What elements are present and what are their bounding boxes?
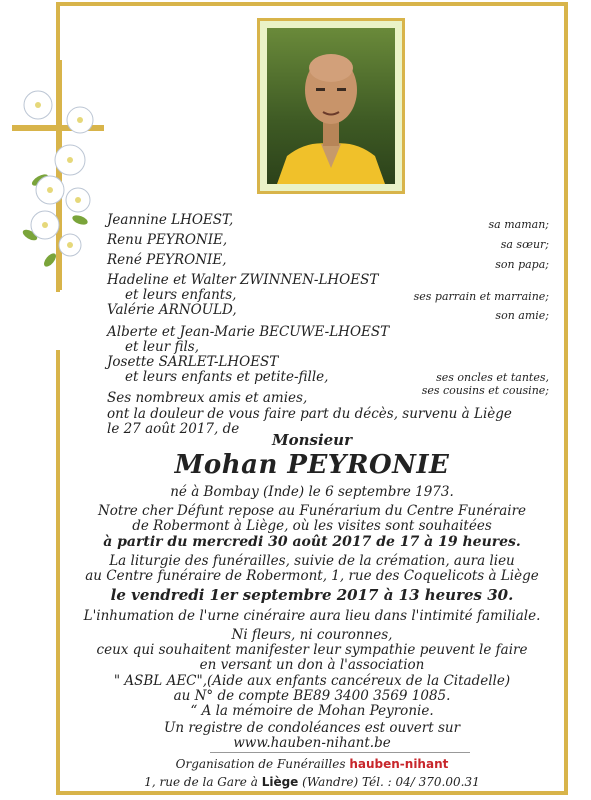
footer-org-label: Organisation de Funérailles [175, 757, 346, 771]
family-member-3: René PEYRONIE, [107, 252, 227, 268]
family-member-6: Alberte et Jean-Marie BECUWE-LHOEST [107, 324, 390, 340]
flowers-line-1: Ni fleurs, ni couronnes, [231, 627, 393, 643]
family-member-7: Josette SARLET-LHOEST [107, 354, 279, 370]
family-member-5: Valérie ARNOULD, [107, 302, 237, 318]
relation-4: ses parrain et marraine; [413, 290, 549, 303]
rest-line-1: Notre cher Défunt repose au Funérarium du Centre Funéraire [97, 503, 527, 519]
footer-city: Liège [261, 775, 299, 789]
family-member-4: Hadeline et Walter ZWINNEN-LHOEST [107, 272, 379, 288]
brand-logo: hauben-nihant [349, 757, 449, 771]
ceremony-date: le vendredi 1er septembre 2017 à 13 heures 30. [110, 586, 514, 604]
relation-7b: ses cousins et cousine; [421, 384, 549, 397]
portrait-icon [267, 28, 395, 184]
family-member-2: Renu PEYRONIE, [107, 232, 228, 248]
deceased-name: Mohan PEYRONIE [174, 450, 450, 480]
cross-with-flowers-icon [0, 60, 110, 290]
footer-address-pre: 1, rue de la Gare à [144, 775, 258, 789]
flowers-line-2: ceux qui souhaitent manifester leur sympathie peuvent le faire [96, 642, 528, 658]
family-member-6-sub: et leur fils, [125, 339, 199, 355]
relation-1: sa maman; [488, 218, 549, 231]
footer-divider [210, 752, 470, 753]
flowers-line-3: en versant un don à l'association [199, 657, 425, 673]
register-line-1: Un registre de condoléances est ouvert sur [163, 720, 461, 736]
liturgy-line-2: au Centre funéraire de Robermont, 1, rue des Coquelicots à Liège [85, 568, 539, 584]
memory-note: “ A la mémoire de Mohan Peyronie. [190, 703, 434, 719]
family-member-8: Ses nombreux amis et amies, [107, 390, 308, 406]
birth-info: né à Bombay (Inde) le 6 septembre 1973. [170, 484, 454, 500]
urn-info: L'inhumation de l'urne cinéraire aura lieu dans l'intimité familiale. [83, 608, 541, 624]
frame-bottom [56, 791, 568, 795]
account-number: au N° de compte BE89 3400 3569 1085. [173, 688, 451, 704]
register-url[interactable]: www.hauben-nihant.be [233, 735, 391, 751]
portrait-photo [257, 18, 405, 194]
rest-line-2: de Robermont à Liège, où les visites sont souhaitées [132, 518, 492, 534]
liturgy-line-1: La liturgie des funérailles, suivie de la crémation, aura lieu [109, 553, 515, 569]
relation-2: sa sœur; [500, 238, 549, 251]
family-member-4-sub: et leurs enfants, [125, 287, 237, 303]
relation-3: son papa; [495, 258, 549, 271]
footer-address [60, 775, 564, 789]
family-member-1: Jeannine LHOEST, [107, 212, 234, 228]
relation-7a: ses oncles et tantes, [436, 371, 549, 384]
frame-top [56, 2, 568, 6]
association-name: " ASBL AEC",(Aide aux enfants cancéreux de la Citadelle) [113, 673, 511, 689]
visit-hours: à partir du mercredi 30 août 2017 de 17 à 19 heures. [103, 534, 521, 550]
announce-line-2: le 27 août 2017, de [107, 421, 240, 437]
family-member-7-sub: et leurs enfants et petite-fille, [125, 369, 329, 385]
announce-line-1: ont la douleur de vous faire part du décès, survenu à Liège [107, 406, 512, 422]
footer-address-post: (Wandre) Tél. : 04/ 370.00.31 [302, 775, 480, 789]
relation-5: son amie; [495, 309, 549, 322]
frame-right [564, 2, 568, 794]
honorific: Monsieur [271, 431, 352, 449]
footer-org [60, 757, 564, 771]
